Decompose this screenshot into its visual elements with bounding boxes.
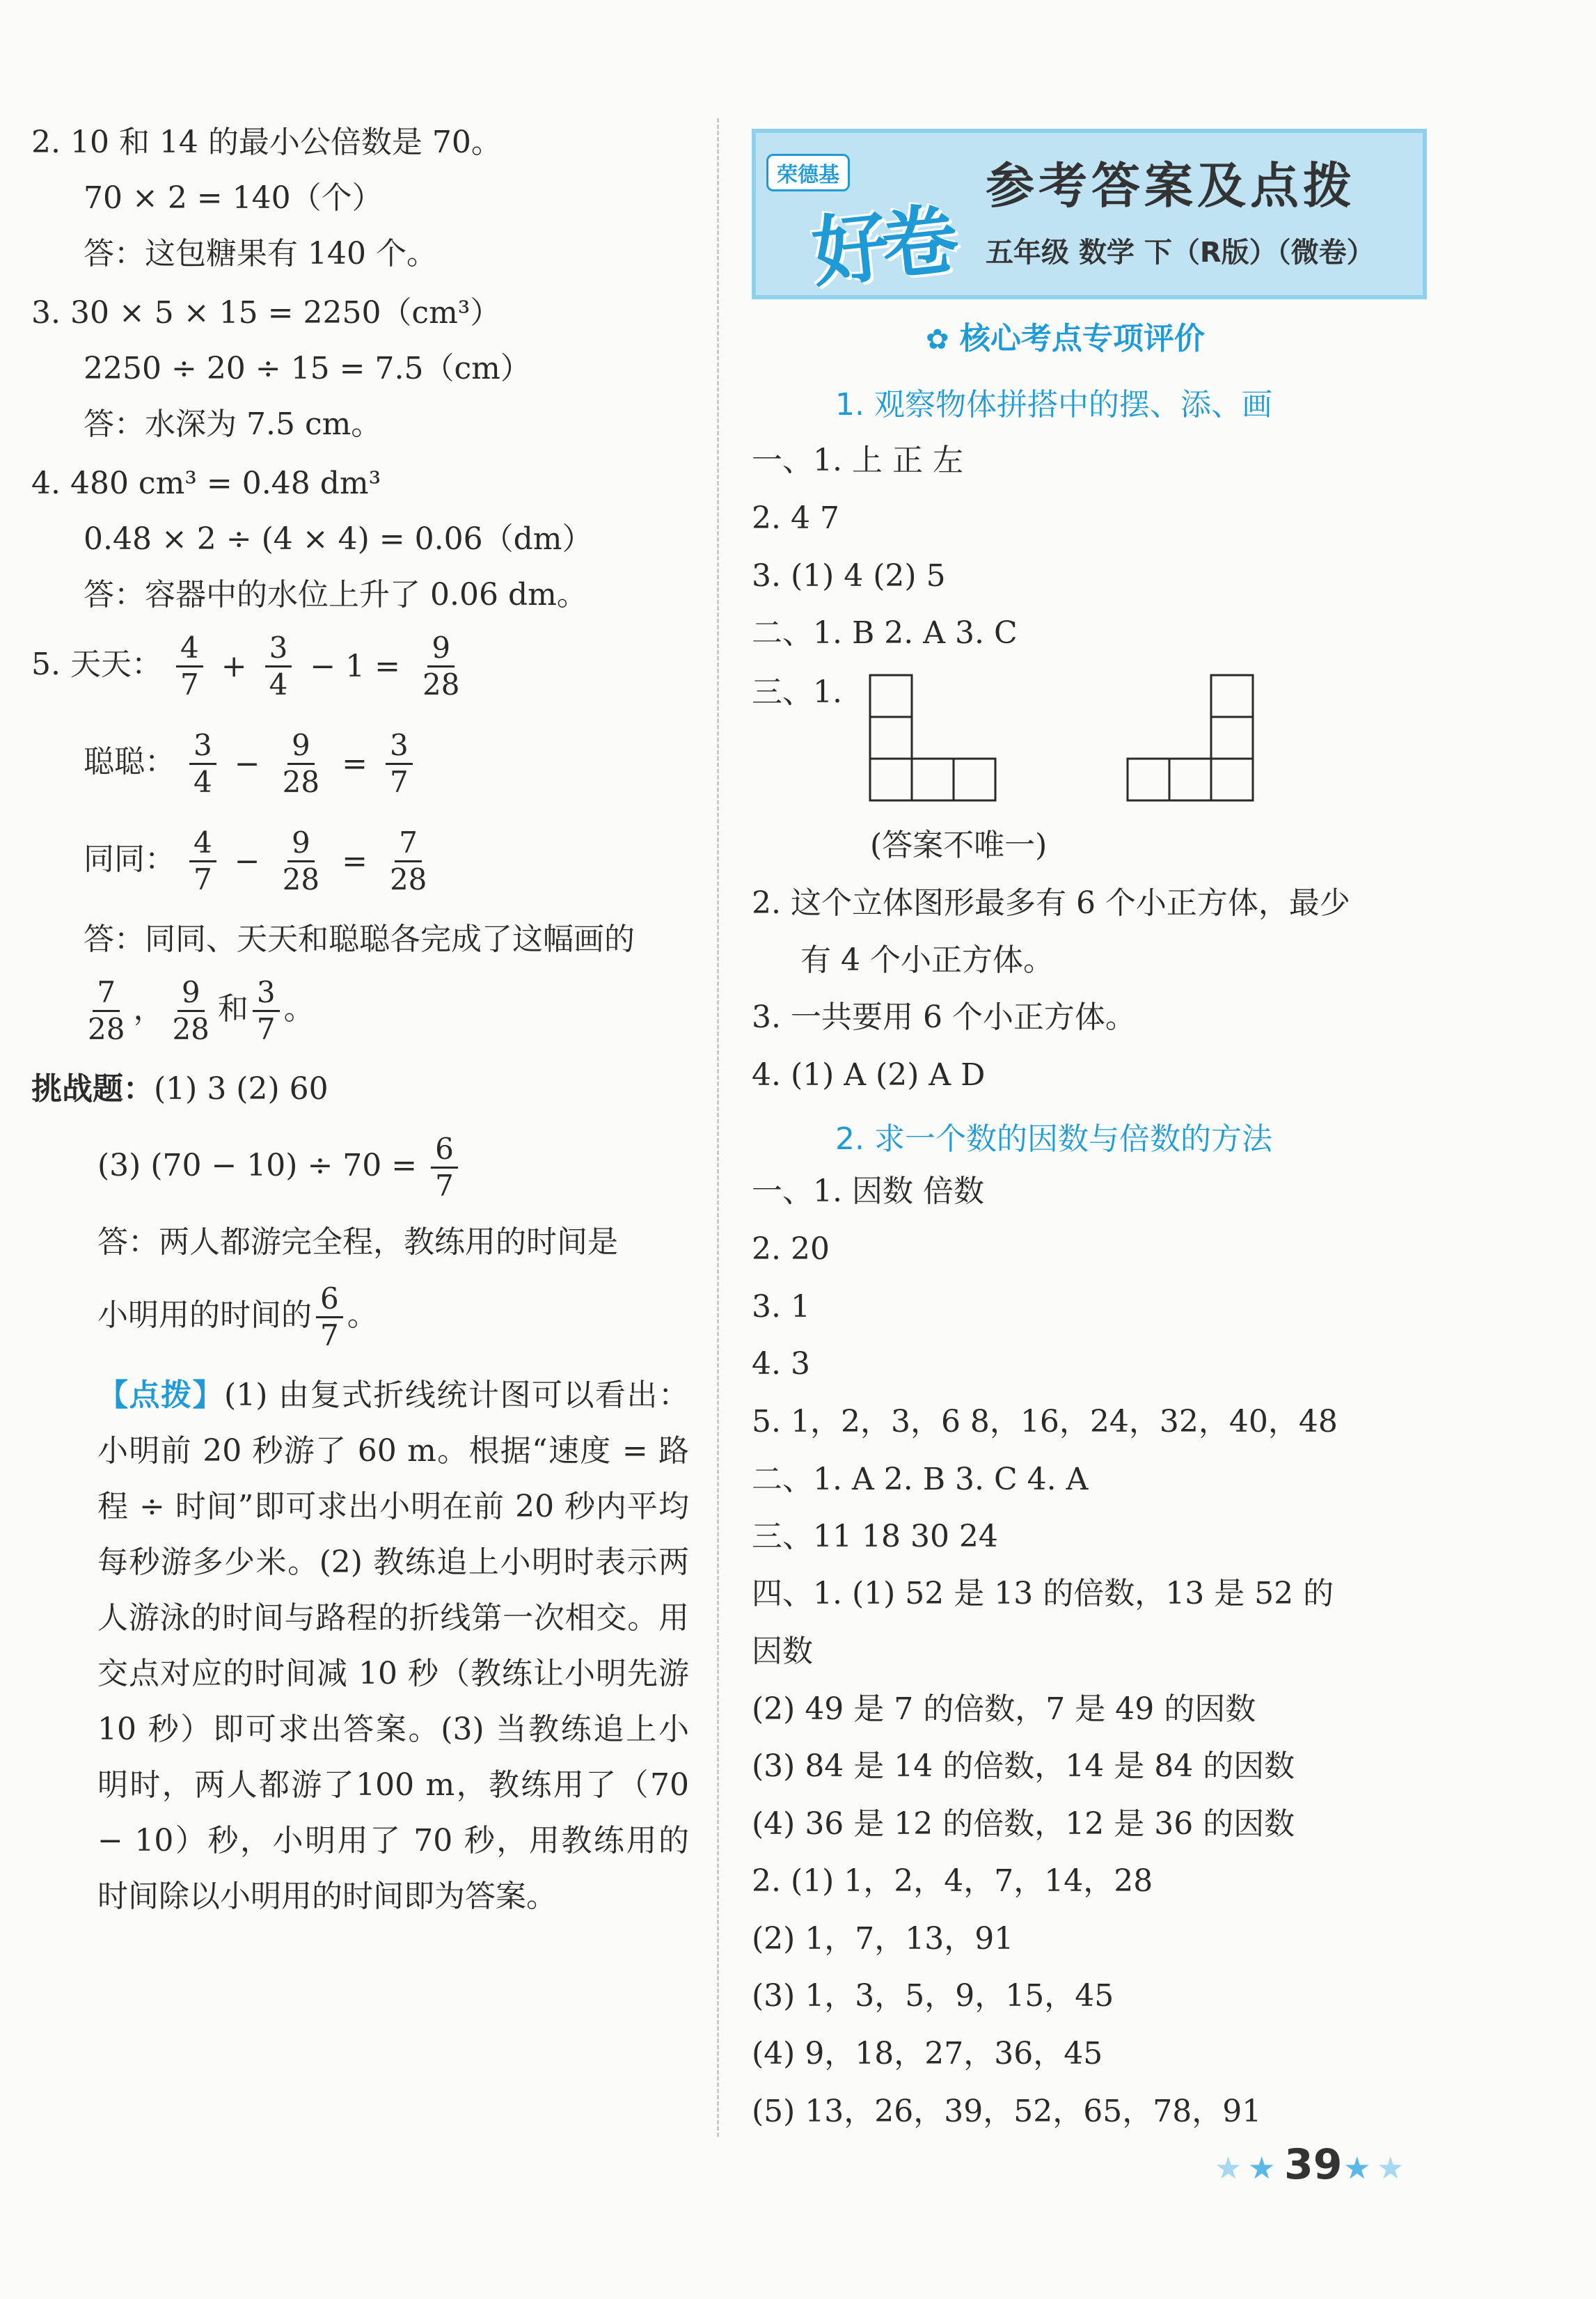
s1-line-8: 3. 一共要用 6 个小正方体。 [752, 1000, 1136, 1035]
s2-line-6: 二、1. A 2. B 3. C 4. A [752, 1462, 1089, 1497]
operator: − 1 = [310, 648, 401, 684]
denominator: 28 [282, 765, 320, 799]
section-1-title: 1. 观察物体拼搭中的摆、添、画 [835, 387, 1272, 422]
logo: 好卷 [807, 194, 956, 299]
header-banner [752, 129, 1427, 299]
numerator: 4 [189, 825, 216, 862]
s1-line-5: 三、1. [752, 674, 842, 710]
period: 。 [283, 991, 315, 1027]
problem-5-congcong [84, 727, 417, 800]
s2-line-5: 5. 1，2，3，6 8，16，24，32，40，48 [752, 1404, 1338, 1439]
numerator: 6 [431, 1132, 458, 1169]
challenge-answer-text: 小明用的时间的 [97, 1297, 312, 1333]
denominator: 7 [193, 862, 212, 896]
problem-5-label: 5. 天天： [31, 647, 162, 682]
numerator: 3 [265, 631, 292, 667]
page-number: 39 [1284, 2140, 1343, 2189]
numerator: 9 [427, 631, 455, 667]
period: 。 [347, 1297, 378, 1333]
fraction [386, 728, 413, 800]
s2-line-10: (2) 49 是 7 的倍数，7 是 49 的因数 [752, 1691, 1256, 1727]
fraction [189, 825, 216, 897]
banner-subtitle: 五年级 数学 下（R版）（微卷） [986, 237, 1375, 269]
s2-line-8: 四、1. (1) 52 是 13 的倍数，13 是 52 的 [752, 1576, 1334, 1611]
s2-line-15: (3) 1，3，5，9，15，45 [752, 1978, 1114, 2014]
operator: + [221, 648, 247, 684]
numerator: 3 [386, 728, 413, 765]
numerator: 6 [316, 1281, 343, 1318]
section-header [926, 313, 1205, 358]
hint-text: (1) 由复式折线统计图可以看出：小明前 20 秒游了 60 m。根据“速度 = 路程 ÷ 时间”即可求出小明在前 20 秒内平均每秒游多少米。(2) 教练追上小明时表示两人游泳的时间与路程的折线第一次相交。用交点对应的时间减 10 秒（教练让小明先游 10 秒）即可求出答案。(3) 当教练追上小明时，两人都游了100 m，教练用了（70 − 10）秒，小明用了 70 秒，用教练用的时间除以小明用的时间即为答案。 [97, 1377, 690, 1914]
s2-line-12: (4) 36 是 12 的倍数，12 是 36 的因数 [752, 1806, 1295, 1842]
numerator: 9 [287, 728, 315, 765]
problem-5-tongtong [84, 825, 435, 897]
paw-icon: ✿ [926, 324, 949, 356]
denominator: 4 [269, 667, 288, 702]
s2-line-17: (5) 13，26，39，52，65，78，91 [752, 2094, 1262, 2129]
challenge-answer-2 [97, 1281, 378, 1353]
s2-line-16: (4) 9，18，27，36，45 [752, 2036, 1103, 2071]
fraction [253, 975, 280, 1047]
problem-5-answer-fractions [84, 974, 315, 1047]
challenge-expression: (3) (70 − 10) ÷ 70 = [97, 1148, 418, 1183]
problem-3-line-2: 2250 ÷ 20 ÷ 15 = 7.5（cm） [84, 351, 531, 386]
conjunction: 和 [217, 991, 248, 1027]
star-icon: ★ [1248, 2151, 1276, 2186]
numerator: 3 [189, 728, 216, 765]
problem-3-line-1: 3. 30 × 5 × 15 = 2250（cm³） [31, 295, 501, 331]
problem-5-answer: 答：同同、天天和聪聪各完成了这幅画的 [84, 922, 635, 957]
challenge-answer-1: 答：两人都游完全程，教练用的时间是 [97, 1224, 618, 1260]
problem-2-line-2: 70 × 2 = 140（个） [84, 180, 383, 216]
challenge-line-2 [97, 1131, 462, 1203]
s2-line-4: 4. 3 [752, 1346, 810, 1382]
s2-line-3: 3. 1 [752, 1289, 810, 1325]
fraction [278, 825, 324, 897]
denominator: 7 [256, 1012, 276, 1046]
denominator: 7 [389, 765, 409, 799]
separator: ， [133, 991, 164, 1027]
numerator: 7 [93, 975, 120, 1012]
numerator: 9 [177, 975, 205, 1012]
star-icon: ★ [1377, 2151, 1405, 2186]
column-divider [717, 118, 719, 2137]
s1-line-3: 3. (1) 4 (2) 5 [752, 558, 946, 594]
problem-4-line-2: 0.48 × 2 ÷ (4 × 4) = 0.06（dm） [84, 521, 593, 557]
fraction [265, 631, 292, 702]
s2-line-2: 2. 20 [752, 1231, 830, 1267]
denominator: 28 [282, 862, 320, 896]
problem-2-line-1: 2. 10 和 14 的最小公倍数是 70。 [31, 125, 502, 160]
star-icon: ★ [1215, 2151, 1242, 2186]
fraction [278, 728, 324, 800]
denominator: 28 [422, 667, 460, 702]
numerator: 7 [395, 825, 422, 862]
star-icon: ★ [1343, 2151, 1371, 2186]
s1-line-4: 二、1. B 2. A 3. C [752, 615, 1018, 651]
brand-tag: 荣德基 [766, 154, 850, 191]
s1-line-6: 2. 这个立体图形最多有 6 个小正方体，最少 [752, 885, 1350, 921]
fraction [386, 825, 431, 897]
congcong-label: 聪聪： [84, 744, 175, 780]
denominator: 7 [320, 1318, 339, 1352]
problem-4-line-1: 4. 480 cm³ = 0.48 dm³ [31, 466, 381, 501]
s1-line-1: 一、1. 上 正 左 [752, 443, 963, 478]
numerator: 4 [176, 631, 203, 667]
fraction [176, 631, 203, 702]
problem-3-answer: 答：水深为 7.5 cm。 [84, 406, 382, 442]
s2-line-7: 三、11 18 30 24 [752, 1519, 998, 1554]
fraction [431, 1132, 458, 1203]
numerator: 9 [287, 825, 315, 862]
section-header-text: 核心考点专项评价 [959, 321, 1205, 356]
banner-title: 参考答案及点拨 [986, 157, 1356, 214]
problem-4-answer: 答：容器中的水位上升了 0.06 dm。 [84, 577, 587, 613]
operator: − [234, 843, 260, 879]
s1-line-2: 2. 4 7 [752, 500, 839, 536]
s1-line-7: 有 4 个小正方体。 [800, 942, 1054, 978]
problem-5-tiantian [31, 630, 468, 702]
hint-label: 【点拨】 [97, 1377, 225, 1413]
s2-line-14: (2) 1，7，13，91 [752, 1921, 1014, 1957]
s2-line-13: 2. (1) 1，2，4，7，14，28 [752, 1863, 1153, 1899]
challenge-answers: (1) 3 (2) 60 [154, 1071, 329, 1107]
operator: = [342, 745, 368, 782]
denominator: 7 [435, 1169, 454, 1203]
fraction [418, 631, 464, 702]
grid-figure-left [869, 674, 1001, 806]
problem-2-answer: 答：这包糖果有 140 个。 [84, 236, 437, 271]
denominator: 28 [172, 1012, 210, 1046]
fraction [189, 728, 216, 800]
section-2-title: 2. 求一个数的因数与倍数的方法 [835, 1121, 1272, 1157]
s2-line-9: 因数 [752, 1634, 813, 1669]
fraction [316, 1281, 343, 1353]
grid-figure-right [1126, 674, 1258, 806]
s1-note: (答案不唯一) [870, 828, 1048, 863]
fraction [168, 975, 213, 1047]
s1-line-9: 4. (1) A (2) A D [752, 1057, 986, 1093]
denominator: 7 [180, 667, 199, 702]
s2-line-11: (3) 84 是 14 的倍数，14 是 84 的因数 [752, 1748, 1295, 1784]
hint-paragraph [97, 1368, 689, 1925]
challenge-label: 挑战题： [31, 1071, 154, 1107]
operator: = [342, 843, 368, 879]
fraction [84, 975, 129, 1047]
denominator: 4 [193, 765, 212, 799]
numerator: 3 [253, 975, 280, 1012]
operator: − [234, 745, 260, 782]
denominator: 28 [88, 1012, 125, 1046]
s2-line-1: 一、1. 因数 倍数 [752, 1174, 984, 1209]
tongtong-label: 同同： [84, 842, 175, 877]
denominator: 28 [389, 862, 427, 896]
challenge-line-1 [31, 1068, 329, 1110]
